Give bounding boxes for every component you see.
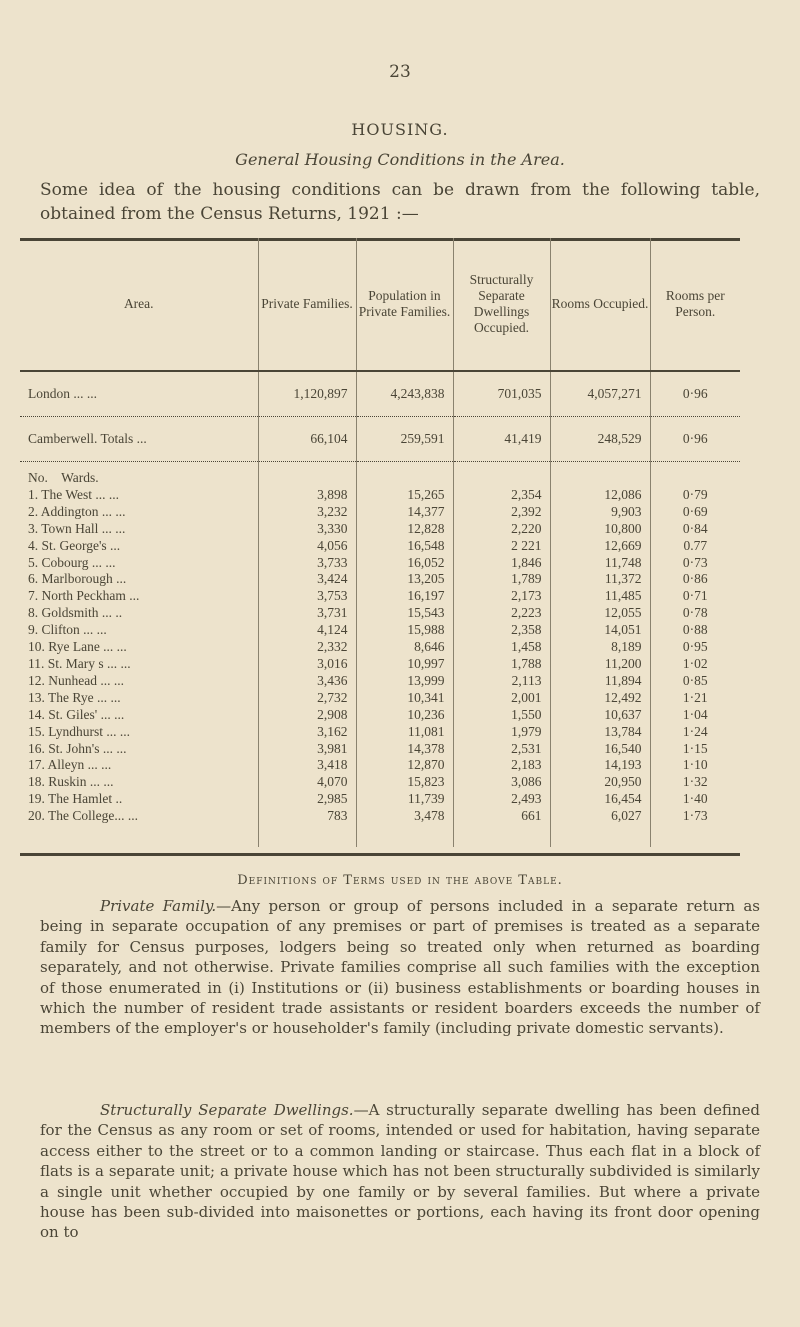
table-row [20, 521, 740, 538]
value-cell: 2,392 [453, 504, 550, 521]
value-cell: 4,056 [258, 538, 356, 555]
area-cell: 12. Nunhead ... ... [28, 672, 124, 688]
area-cell: 20. The College... ... [28, 808, 138, 824]
value-cell: 3,753 [258, 588, 356, 605]
value-cell: 1·04 [650, 707, 740, 724]
table-row [20, 588, 740, 605]
value-cell: 2,531 [453, 741, 550, 758]
value-cell: 2,493 [453, 791, 550, 808]
section-subtitle: General Housing Conditions in the Area. [235, 150, 565, 169]
value-cell: 11,372 [550, 571, 650, 588]
value-cell: 13,205 [356, 571, 453, 588]
value-cell: 12,086 [550, 487, 650, 504]
wards-heading-row [20, 462, 740, 487]
value-cell: 4,070 [258, 774, 356, 791]
value-cell: 3,898 [258, 487, 356, 504]
value-cell: 661 [453, 808, 550, 825]
table-row [20, 555, 740, 572]
value-cell: 8,189 [550, 639, 650, 656]
value-cell: 0·79 [650, 487, 740, 504]
value-cell: 66,104 [258, 417, 356, 462]
value-cell: 14,378 [356, 741, 453, 758]
value-cell: 1·40 [650, 791, 740, 808]
value-cell: 16,197 [356, 588, 453, 605]
value-cell: 15,823 [356, 774, 453, 791]
value-cell: 10,637 [550, 707, 650, 724]
definition-text: —Any person or group of persons included in a separate return as being in separate occupation of any premises or part of premises is treated as a separate family for Census purposes, lodgers being so treated only when returned as boarding separately, and not otherwise. Private families comprise all such families with the exception of those enumerated in (i) Institutions or (ii) business establishments or boarding houses in which the number of resident trade assistants or resident boarders exceeds the number of members of the employer's or householder's family (including private domestic servants). [40, 897, 760, 1038]
table-row [20, 707, 740, 724]
area-cell: 6. Marlborough ... [28, 571, 127, 587]
value-cell: 2,183 [453, 757, 550, 774]
value-cell: 2,001 [453, 690, 550, 707]
area-cell: 4. St. George's ... [28, 537, 121, 553]
value-cell: 701,035 [453, 371, 550, 417]
area-cell: 3. Town Hall ... ... [28, 520, 126, 536]
area-cell: 8. Goldsmith ... .. [28, 605, 123, 621]
value-cell: 3,731 [258, 605, 356, 622]
value-cell: 3,232 [258, 504, 356, 521]
value-cell: 10,236 [356, 707, 453, 724]
column-header: Rooms Occupied. [550, 238, 650, 371]
table-row [20, 690, 740, 707]
value-cell: 3,330 [258, 521, 356, 538]
value-cell: 0·96 [650, 417, 740, 462]
value-cell: 13,784 [550, 724, 650, 741]
table-row [20, 808, 740, 825]
value-cell: 12,669 [550, 538, 650, 555]
value-cell: 15,265 [356, 487, 453, 504]
value-cell: 1,788 [453, 656, 550, 673]
value-cell: 3,733 [258, 555, 356, 572]
area-cell: 5. Cobourg ... ... [28, 554, 116, 570]
value-cell: 4,124 [258, 622, 356, 639]
table-row [20, 724, 740, 741]
value-cell: 12,870 [356, 757, 453, 774]
value-cell: 11,081 [356, 724, 453, 741]
term: Structurally Separate Dwellings. [100, 1101, 354, 1119]
table-row [20, 656, 740, 673]
value-cell: 2,908 [258, 707, 356, 724]
value-cell: 1,789 [453, 571, 550, 588]
value-cell: 20,950 [550, 774, 650, 791]
page-number: 23 [389, 62, 411, 82]
definitions-heading: Definitions of Terms used in the above Table. [237, 873, 563, 888]
definition-separate-dwellings [40, 1100, 760, 1243]
totals-row [20, 417, 740, 462]
table-row [20, 487, 740, 504]
value-cell: 10,341 [356, 690, 453, 707]
value-cell: 6,027 [550, 808, 650, 825]
value-cell: 2,113 [453, 673, 550, 690]
value-cell: 0·73 [650, 555, 740, 572]
value-cell: 0·85 [650, 673, 740, 690]
value-cell: 1,550 [453, 707, 550, 724]
value-cell: 2,173 [453, 588, 550, 605]
table-row [20, 741, 740, 758]
term: Private Family. [100, 897, 217, 915]
value-cell: 0·84 [650, 521, 740, 538]
definition-private-family [40, 896, 760, 1039]
value-cell: 2,220 [453, 521, 550, 538]
value-cell: 1,458 [453, 639, 550, 656]
value-cell: 11,894 [550, 673, 650, 690]
value-cell: 14,377 [356, 504, 453, 521]
value-cell: 0·71 [650, 588, 740, 605]
area-cell: 16. St. John's ... ... [28, 740, 127, 756]
column-header: Population in Private Families. [356, 238, 453, 371]
area-cell: 15. Lyndhurst ... ... [28, 723, 131, 739]
area-cell: 11. St. Mary s ... ... [28, 655, 131, 671]
area-cell: 14. St. Giles' ... ... [28, 706, 125, 722]
value-cell: 0·88 [650, 622, 740, 639]
value-cell: 16,454 [550, 791, 650, 808]
value-cell: 12,492 [550, 690, 650, 707]
area-cell: 13. The Rye ... ... [28, 689, 121, 705]
value-cell: 12,055 [550, 605, 650, 622]
area-cell: 7. North Peckham ... [28, 588, 140, 604]
value-cell: 3,162 [258, 724, 356, 741]
wards-heading: No. Wards. [28, 470, 99, 485]
value-cell: 0·96 [650, 371, 740, 417]
value-cell: 0.77 [650, 538, 740, 555]
value-cell: 1,120,897 [258, 371, 356, 417]
value-cell: 0·78 [650, 605, 740, 622]
value-cell: 3,981 [258, 741, 356, 758]
value-cell: 10,800 [550, 521, 650, 538]
area-cell: 19. The Hamlet .. [28, 791, 123, 807]
table-row [20, 571, 740, 588]
value-cell: 10,997 [356, 656, 453, 673]
value-cell: 1·02 [650, 656, 740, 673]
table-row [20, 673, 740, 690]
value-cell: 11,748 [550, 555, 650, 572]
housing-table [20, 238, 740, 847]
value-cell: 13,999 [356, 673, 453, 690]
value-cell: 1·32 [650, 774, 740, 791]
value-cell: 0·86 [650, 571, 740, 588]
value-cell: 16,548 [356, 538, 453, 555]
value-cell: 8,646 [356, 639, 453, 656]
column-header: Area. [20, 238, 258, 371]
area-cell: Camberwell. Totals ... [20, 417, 258, 462]
column-header: Private Families. [258, 238, 356, 371]
value-cell: 259,591 [356, 417, 453, 462]
value-cell: 1·15 [650, 741, 740, 758]
area-cell: 18. Ruskin ... ... [28, 774, 114, 790]
table-row [20, 622, 740, 639]
value-cell: 1,846 [453, 555, 550, 572]
value-cell: 14,193 [550, 757, 650, 774]
value-cell: 1·10 [650, 757, 740, 774]
area-cell: London ... ... [20, 371, 258, 417]
value-cell: 248,529 [550, 417, 650, 462]
value-cell: 16,540 [550, 741, 650, 758]
value-cell: 0·69 [650, 504, 740, 521]
value-cell: 1·21 [650, 690, 740, 707]
area-cell: 9. Clifton ... ... [28, 622, 107, 638]
value-cell: 12,828 [356, 521, 453, 538]
value-cell: 2,358 [453, 622, 550, 639]
table-row [20, 757, 740, 774]
value-cell: 2,223 [453, 605, 550, 622]
table-row [20, 504, 740, 521]
value-cell: 1,979 [453, 724, 550, 741]
value-cell: 3,478 [356, 808, 453, 825]
table-row [20, 791, 740, 808]
value-cell: 14,051 [550, 622, 650, 639]
area-cell: 1. The West ... ... [28, 486, 120, 502]
table-row [20, 639, 740, 656]
value-cell: 2 221 [453, 538, 550, 555]
value-cell: 3,086 [453, 774, 550, 791]
value-cell: 3,436 [258, 673, 356, 690]
value-cell: 11,200 [550, 656, 650, 673]
london-row [20, 371, 740, 417]
value-cell: 9,903 [550, 504, 650, 521]
value-cell: 1·24 [650, 724, 740, 741]
table-row [20, 538, 740, 555]
value-cell: 2,985 [258, 791, 356, 808]
value-cell: 4,057,271 [550, 371, 650, 417]
value-cell: 2,732 [258, 690, 356, 707]
value-cell: 0·95 [650, 639, 740, 656]
value-cell: 41,419 [453, 417, 550, 462]
value-cell: 11,485 [550, 588, 650, 605]
area-cell: 17. Alleyn ... ... [28, 757, 112, 773]
value-cell: 1·73 [650, 808, 740, 825]
table-row [20, 774, 740, 791]
column-header: Structurally Separate Dwellings Occupied. [453, 238, 550, 371]
intro-paragraph: Some idea of the housing conditions can be drawn from the following table, obtained from the Census Returns, 1921 :— [40, 180, 760, 224]
value-cell: 11,739 [356, 791, 453, 808]
value-cell: 2,332 [258, 639, 356, 656]
column-header: Rooms per Person. [650, 238, 740, 371]
value-cell: 15,543 [356, 605, 453, 622]
value-cell: 3,424 [258, 571, 356, 588]
area-cell: 2. Addington ... ... [28, 503, 126, 519]
value-cell: 16,052 [356, 555, 453, 572]
section-title: HOUSING. [351, 120, 449, 139]
table-bottom-rule [20, 853, 740, 856]
area-cell: 10. Rye Lane ... ... [28, 639, 127, 655]
value-cell: 15,988 [356, 622, 453, 639]
value-cell: 2,354 [453, 487, 550, 504]
definition-text: —A structurally separate dwelling has been defined for the Census as any room or set of rooms, intended or used for habitation, having separate access either to the street or to a common landing or staircase. Thus each flat in a block of flats is a separate unit; a private house which has not been structurally subdivided is similarly a single unit whether occupied by one family or by several families. But where a private house has been sub-divided into maisonettes or portions, each having its front door opening on to [40, 1101, 760, 1242]
value-cell: 3,016 [258, 656, 356, 673]
value-cell: 783 [258, 808, 356, 825]
value-cell: 4,243,838 [356, 371, 453, 417]
table-row [20, 605, 740, 622]
value-cell: 3,418 [258, 757, 356, 774]
